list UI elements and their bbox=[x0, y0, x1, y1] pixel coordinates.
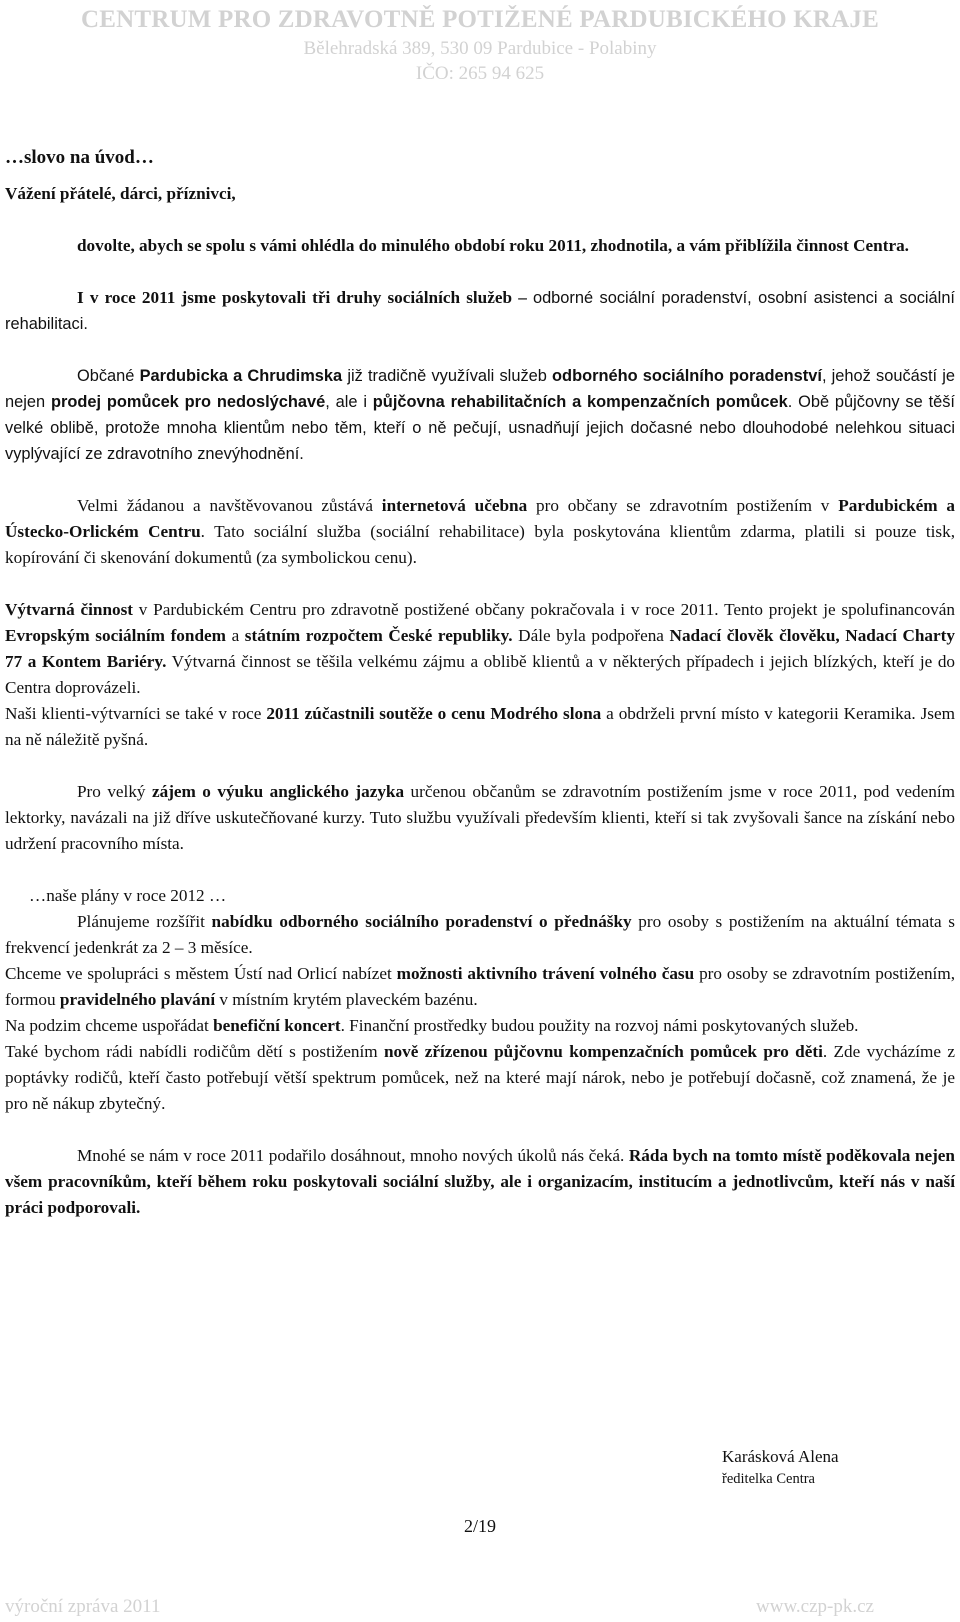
text-run: Chceme ve spolupráci s městem Ústí nad Orlicí nabízet bbox=[5, 964, 397, 983]
text-run: pro osoby s postižením na aktuální témata s frekvencí jedenkrát za 2 – 3 měsíce. bbox=[5, 912, 955, 957]
intro-heading: …slovo na úvod… bbox=[5, 147, 154, 168]
text-run: v Pardubickém Centru pro zdravotně postižené občany pokračovala i v roce 2011. Tento projekt je spolufinancován bbox=[133, 600, 955, 619]
text-run: Pro velký bbox=[77, 782, 152, 801]
text-run: zájem o výuku anglického jazyka bbox=[151, 782, 405, 801]
text-run: nově zřízenou půjčovnu kompenzačních pomůcek pro děti bbox=[383, 1042, 823, 1061]
text-run: Občané bbox=[77, 367, 140, 385]
plans-paragraph-3 bbox=[5, 1013, 955, 1039]
text-run: pro občany se zdravotním postižením v bbox=[527, 496, 839, 515]
plans-heading: …naše plány v roce 2012 … bbox=[29, 886, 227, 905]
text-run: Dále byla podpořena bbox=[512, 626, 670, 645]
header-address: Bělehradská 389, 530 09 Pardubice - Polabiny bbox=[303, 38, 657, 59]
text-run: Výtvarná činnost bbox=[5, 600, 134, 619]
paragraph-anglictina bbox=[5, 779, 955, 857]
footer-report-title: výroční zpráva 2011 bbox=[5, 1596, 161, 1617]
header-org-name: CENTRUM PRO ZDRAVOTNĚ POTIŽENÉ PARDUBICKÉHO KRAJE bbox=[80, 6, 880, 33]
text-run: již tradičně využívali služeb bbox=[342, 367, 553, 385]
text-run: 2011 zúčastnili soutěže o cenu Modrého slona bbox=[266, 704, 602, 723]
text-run: pro osoby se zdravotním postižením, formou bbox=[5, 964, 955, 1009]
paragraph-poradenstvi bbox=[5, 363, 955, 467]
footer-website: www.czp-pk.cz bbox=[756, 1596, 874, 1617]
page-number: 2/19 bbox=[463, 1516, 496, 1536]
paragraph-soutez bbox=[5, 701, 955, 753]
text-run: Ráda bych na tomto místě poděkovala nejen všem pracovníkům, kteří během roku poskytovali sociální služby, ale i organizacím, institucím a jednotlivcům, kteří nás v naší práci podporovali. bbox=[5, 1146, 955, 1217]
plans-paragraph-4 bbox=[5, 1039, 955, 1117]
signature-name: Karásková Alena bbox=[722, 1447, 839, 1466]
intro-paragraph-1 bbox=[5, 233, 955, 259]
text-run: pravidelného plavání bbox=[59, 990, 216, 1009]
greeting: Vážení přátelé, dárci, příznivci, bbox=[5, 184, 236, 203]
text-run: možnosti aktivního trávení volného času bbox=[396, 964, 695, 983]
plans-paragraph-1 bbox=[5, 909, 955, 961]
text-run: odborného sociálního poradenství bbox=[552, 367, 822, 385]
closing-paragraph bbox=[5, 1143, 955, 1221]
paragraph-vytvarna bbox=[5, 597, 955, 701]
paragraph-ucebna bbox=[5, 493, 955, 571]
text-run: . Finanční prostředky budou použity na rozvoj námi poskytovaných služeb. bbox=[340, 1016, 859, 1035]
text-run: prodej pomůcek pro nedoslýchavé bbox=[50, 393, 326, 411]
intro-paragraph-2 bbox=[5, 285, 955, 337]
text-run: Výtvarná činnost se těšila velkému zájmu a oblibě klientů a v některých případech i jejich blízkých, kteří je do Centra doprovázeli. bbox=[5, 652, 955, 697]
text-run: , jehož součástí je nejen bbox=[5, 367, 955, 411]
text-run: dovolte, abych se spolu s vámi ohlédla do minulého období roku 2011, zhodnotila, a vám přiblížila činnost Centra. bbox=[77, 236, 909, 255]
text-run: Pardubicka a Chrudimska bbox=[139, 367, 343, 385]
text-run: Na podzim chceme uspořádat bbox=[5, 1016, 214, 1035]
page-body bbox=[5, 145, 955, 1221]
text-run: Plánujeme rozšířit bbox=[77, 912, 212, 931]
text-run: Naši klienti-výtvarníci se také v roce bbox=[5, 704, 267, 723]
signature-block bbox=[722, 1445, 839, 1489]
text-run: benefiční koncert bbox=[213, 1016, 341, 1035]
text-run: půjčovna rehabilitačních a kompenzačních pomůcek bbox=[372, 393, 788, 411]
text-run: v místním krytém plaveckém bazénu. bbox=[215, 990, 478, 1009]
intro-services-list: odborné sociální poradenství, osobní asistenci a sociální rehabilitaci. bbox=[5, 289, 955, 333]
text-run: , ale i bbox=[325, 393, 373, 411]
text-run: . Zde vycházíme z poptávky rodičů, kteří často potřebují větší spektrum pomůcek, než na které mají nárok, nebo je potřebují dočasně, což znamená, že je pro ně nákup zbytečný. bbox=[5, 1042, 956, 1113]
text-run: nabídku odborného sociálního poradenství o přednášky bbox=[211, 912, 632, 931]
text-run: a obdrželi první místo v kategorii Keramika. Jsem na ně náležitě pyšná. bbox=[5, 704, 955, 749]
text-run: Pardubickém a Ústecko-Orlickém Centru bbox=[5, 496, 955, 541]
header-ico: IČO: 265 94 625 bbox=[415, 63, 545, 84]
signature-role: ředitelka Centra bbox=[722, 1471, 815, 1487]
text-run: . Tato sociální služba (sociální rehabilitace) byla poskytována klientům zdarma, platili si pouze tisk, kopírování či skenování dokumentů (za symbolickou cenu). bbox=[5, 522, 955, 567]
text-run: Mnohé se nám v roce 2011 podařilo dosáhnout, mnoho nových úkolů nás čeká. bbox=[77, 1146, 629, 1165]
text-run: Velmi žádanou a navštěvovanou zůstává bbox=[77, 496, 382, 515]
text-run: a bbox=[225, 626, 245, 645]
plans-paragraph-2 bbox=[5, 961, 955, 1013]
text-run: internetová učebna bbox=[381, 496, 528, 515]
text-run: Evropským sociálním fondem bbox=[5, 626, 226, 645]
text-run: Také bychom rádi nabídli rodičům dětí s postižením bbox=[5, 1042, 384, 1061]
text-run: . Obě půjčovny se těší velké oblibě, protože mnoha klientům nebo těm, kteří o ně pečují, usnadňují jejich dočasné nebo dlouhodobé nelehkou situaci vyplývající ze zdravotního znevýhodnění. bbox=[5, 393, 955, 463]
text-run: Nadací člověk člověku, Nadací Charty 77 a Kontem Bariéry. bbox=[5, 626, 955, 671]
text-run: určenou občanům se zdravotním postižením jsme v roce 2011, pod vedením lektorky, navázali na již dříve uskutečňované kurzy. Tuto službu využívali především klienti, kteří si tak zvyšovali šance na získání nebo udržení pracovního místa. bbox=[5, 782, 956, 853]
text-run: státním rozpočtem České republiky. bbox=[244, 626, 513, 645]
intro-services-lead: I v roce 2011 jsme poskytovali tři druhy sociálních služeb – bbox=[77, 288, 533, 307]
